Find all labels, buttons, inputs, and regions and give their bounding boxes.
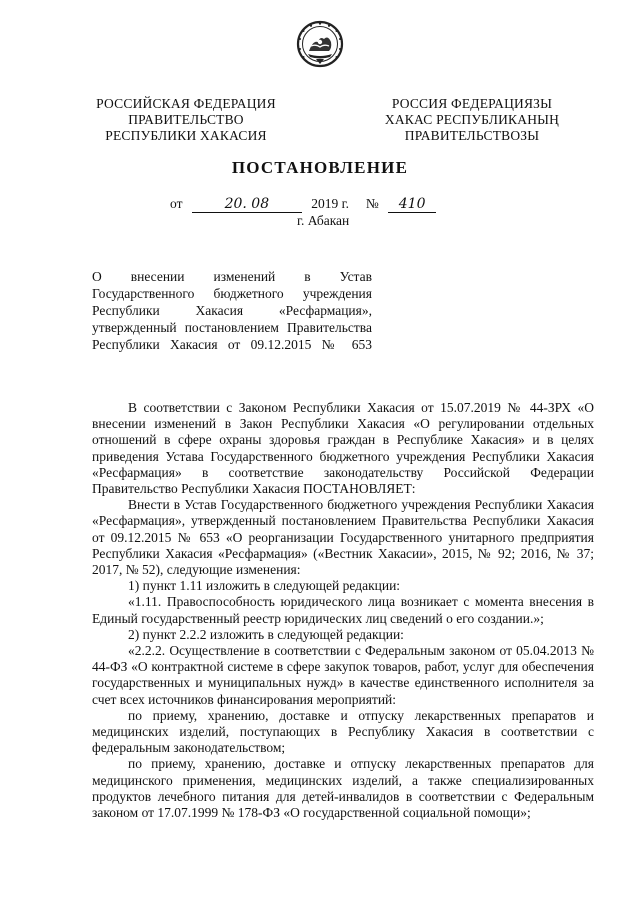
header-right-line-3: ПРАВИТЕЛЬСТВОЗЫ (404, 128, 540, 143)
number-field-handwritten: 410 (388, 197, 436, 213)
body-paragraph: 1) пункт 1.11 изложить в следующей редакции: (128, 578, 401, 594)
header-right-line-1: РОССИЯ ФЕДЕРАЦИЯЗЫ (391, 96, 553, 111)
header-left-block (88, 96, 284, 144)
header-left-line-1: РОССИЙСКАЯ ФЕДЕРАЦИЯ (96, 96, 276, 111)
number-sign: № (365, 196, 379, 211)
city-label: г. Абакан (297, 213, 350, 228)
body-paragraph: «1.11. Правоспособность юридического лица возникает с момента внесения в Единый государственный реестр юридических лиц сведений о его создании.»; (92, 594, 594, 626)
date-field-handwritten: 20. 08 (192, 197, 302, 213)
date-number-line (170, 196, 436, 213)
subject-block (92, 268, 372, 353)
date-prefix: от (170, 196, 183, 211)
header-right-block (374, 96, 570, 144)
coat-of-arms-emblem (296, 20, 344, 68)
subject-line-3: Республики Хакасия «Ресфармация», (92, 303, 372, 318)
header-right-line-2: ХАКАС РЕСПУБЛИКАНЫҢ (384, 112, 560, 127)
document-body (92, 400, 594, 821)
subject-line-2: Государственного бюджетного учреждения (92, 286, 372, 301)
subject-line-1: О внесении изменений в Устав (92, 269, 372, 284)
year-label: 2019 г. (311, 196, 349, 211)
body-paragraph: по приему, хранению, доставке и отпуску лекарственных препаратов для медицинского применения, медицинских изделий, а также специализированных продуктов лечебного питания для детей-инвалидов в соответствии с Федеральным законом от 17.07.1999 № 178-ФЗ «О государственной социальной помощи»; (92, 756, 594, 821)
subject-line-4: утвержденный постановлением Правительства (92, 320, 372, 335)
body-paragraph: 2) пункт 2.2.2 изложить в следующей редакции: (128, 626, 404, 642)
body-paragraph: Внести в Устав Государственного бюджетного учреждения Республики Хакасия «Ресфармация», утвержденный постановлением Правительства Республики Хакасия от 09.12.2015 № 653 «О реорганизации Государственного унитарного предприятия Республики Хакасия «Ресфармация» («Вестник Хакасии», 2015, № 92; 2016, № 37; 2017, № 52), следующие изменения: (92, 497, 594, 578)
header-left-line-2: ПРАВИТЕЛЬСТВО (128, 112, 244, 127)
document-title: ПОСТАНОВЛЕНИЕ (231, 158, 409, 177)
subject-line-5: Республики Хакасия от 09.12.2015 № 653 (92, 337, 372, 352)
header-left-line-3: РЕСПУБЛИКИ ХАКАСИЯ (105, 128, 267, 143)
body-paragraph: по приему, хранению, доставке и отпуску лекарственных препаратов и медицинских изделий, поступающих в Республику Хакасия в соответствии с федеральным законодательством; (92, 707, 594, 756)
body-paragraph: В соответствии с Законом Республики Хакасия от 15.07.2019 № 44-ЗРХ «О внесении изменений в Закон Республики Хакасия «О регулировании отдельных отношений в сфере охраны здоровья граждан в Республике Хакасия» и в целях приведения Устава Государственного бюджетного учреждения Республики Хакасия «Ресфармация» в соответствие законодательству Российской Федерации Правительство Республики Хакасия ПОСТАНОВЛЯЕТ: (92, 400, 594, 497)
body-paragraph: «2.2.2. Осуществление в соответствии с Федеральным законом от 05.04.2013 № 44-ФЗ «О контрактной системе в сфере закупок товаров, работ, услуг для обеспечения государственных и муниципальных нужд» в качестве единственного исполнителя за счет всех источников финансирования мероприятий: (92, 643, 594, 707)
